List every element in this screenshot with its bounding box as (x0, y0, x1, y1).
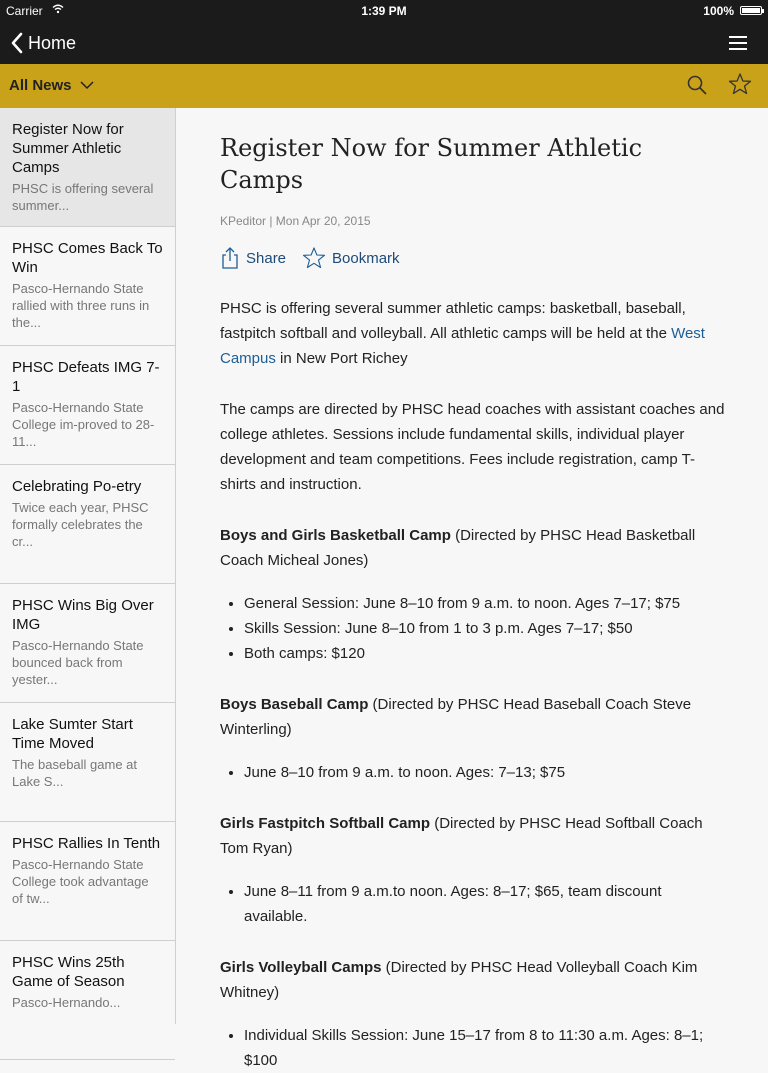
camp-director: (Directed by PHSC Head Baseball Coach Steve Winterling) (220, 696, 692, 738)
camp-heading: Girls Volleyball Camps (220, 959, 382, 976)
news-item-summary: Pasco-Hernando State College im-proved to 28-11... (12, 400, 155, 449)
menu-icon[interactable] (728, 33, 748, 53)
battery-fill (742, 8, 760, 13)
camp-bullet: • June 8–10 from 9 a.m. to noon. Ages: 7–13; $75 (244, 760, 726, 785)
camp-sections (220, 523, 726, 1073)
news-list-item[interactable] (0, 822, 175, 941)
share-button[interactable] (220, 246, 286, 270)
news-list-item[interactable] (0, 941, 175, 1060)
camp-bullet-list (220, 760, 726, 785)
intro-text-end: in New Port Richey (275, 350, 408, 367)
camp-bullet: • Skills Session: June 8–10 from 1 to 3 p.m. Ages 7–17; $50 (244, 616, 726, 641)
news-item-summary: PHSC is offering several summer... (12, 181, 154, 213)
news-item-title: PHSC Defeats IMG 7-1 (12, 359, 160, 395)
camp-section (220, 692, 726, 742)
news-list-item[interactable] (0, 584, 175, 703)
battery-icon (740, 6, 762, 15)
filter-bar (0, 64, 768, 108)
camp-bullet-list (220, 879, 726, 929)
back-button[interactable] (10, 30, 76, 56)
news-item-title: Celebrating Po-etry (12, 478, 142, 495)
news-item-summary: Pasco-Hernando State College took advantage of tw... (12, 857, 149, 906)
share-label: Share (246, 249, 287, 267)
camp-director: (Directed by PHSC Head Volleyball Coach Kim Whitney) (220, 959, 698, 1001)
news-item-title: PHSC Rallies In Tenth (12, 835, 161, 852)
camp-heading: Boys and Girls Basketball Camp (220, 527, 451, 544)
carrier-label: Carrier (6, 4, 43, 18)
bookmark-label: Bookmark (332, 249, 400, 267)
article (220, 108, 726, 1073)
news-list-item[interactable] (0, 108, 175, 227)
article-title: Register Now for Summer Athletic Camps (220, 134, 643, 194)
camp-bullet: • Individual Skills Session: June 15–17 from 8 to 11:30 a.m. Ages: 8–1; $100 (244, 1023, 726, 1073)
article-pane (176, 108, 768, 1069)
camp-bullet-list (220, 1023, 726, 1073)
news-list (0, 108, 176, 1024)
camp-section (220, 811, 726, 861)
west-campus-link[interactable]: West Campus (220, 325, 705, 367)
article-actions (220, 246, 726, 270)
camp-bullet: • June 8–11 from 9 a.m.to noon. Ages: 8–17; $65, team discount available. (244, 879, 726, 929)
news-item-title: PHSC Wins 25th Game of Season (12, 954, 125, 990)
news-item-summary: Pasco-Hernando State bounced back from yester... (12, 638, 144, 687)
news-item-title: Register Now for Summer Athletic Camps (12, 121, 124, 176)
share-icon (220, 246, 240, 270)
article-intro (220, 296, 726, 371)
news-list-item[interactable] (0, 703, 175, 822)
news-item-summary: Pasco-Hernando State rallied with three runs in the... (12, 281, 150, 330)
back-label: Home (28, 32, 77, 53)
chevron-down-icon (80, 81, 94, 90)
camp-heading: Boys Baseball Camp (220, 696, 369, 713)
nav-bar (0, 22, 768, 64)
news-item-title: Lake Sumter Start Time Moved (12, 716, 133, 752)
news-item-summary: The baseball game at Lake S... (12, 757, 138, 789)
news-list-item[interactable] (0, 346, 175, 465)
article-byline: KPeditor | Mon Apr 20, 2015 (220, 214, 371, 228)
camp-section (220, 523, 726, 573)
battery-percent: 100% (703, 4, 734, 18)
news-item-title: PHSC Wins Big Over IMG (12, 597, 154, 633)
intro-text: PHSC is offering several summer athletic camps: basketball, baseball, fastpitch softball and volleyball. All athletic camps will be held at the (220, 300, 686, 342)
news-item-title: PHSC Comes Back To Win (12, 240, 163, 276)
camp-heading: Girls Fastpitch Softball Camp (220, 815, 431, 832)
camp-bullet-list (220, 591, 726, 666)
camp-bullet: • General Session: June 8–10 from 9 a.m. to noon. Ages 7–17; $75 (244, 591, 726, 616)
camp-section (220, 955, 726, 1005)
bookmark-star-icon (302, 246, 326, 270)
clock: 1:39 PM (361, 4, 407, 18)
news-item-summary: Pasco-Hernando... (12, 995, 121, 1010)
news-list-item[interactable] (0, 465, 175, 584)
bookmark-button[interactable] (302, 246, 400, 270)
camp-director: (Directed by PHSC Head Basketball Coach Micheal Jones) (220, 527, 696, 569)
news-item-summary: Twice each year, PHSC formally celebrates the cr... (12, 500, 149, 549)
chevron-left-icon (10, 32, 24, 54)
camp-director: (Directed by PHSC Head Softball Coach Tom Ryan) (220, 815, 703, 857)
camp-bullet: • Both camps: $120 (244, 641, 726, 666)
star-icon[interactable] (728, 72, 752, 96)
filter-label: All News (9, 77, 72, 94)
news-filter-dropdown[interactable] (9, 77, 94, 94)
search-icon[interactable] (686, 74, 708, 96)
news-list-item[interactable] (0, 227, 175, 346)
status-bar (0, 0, 768, 22)
article-paragraph: The camps are directed by PHSC head coaches with assistant coaches and college athletes. Sessions include fundamental skills, individual player development and team competitions. Fees include registration, camp T-shirts and instruction. (220, 401, 725, 493)
